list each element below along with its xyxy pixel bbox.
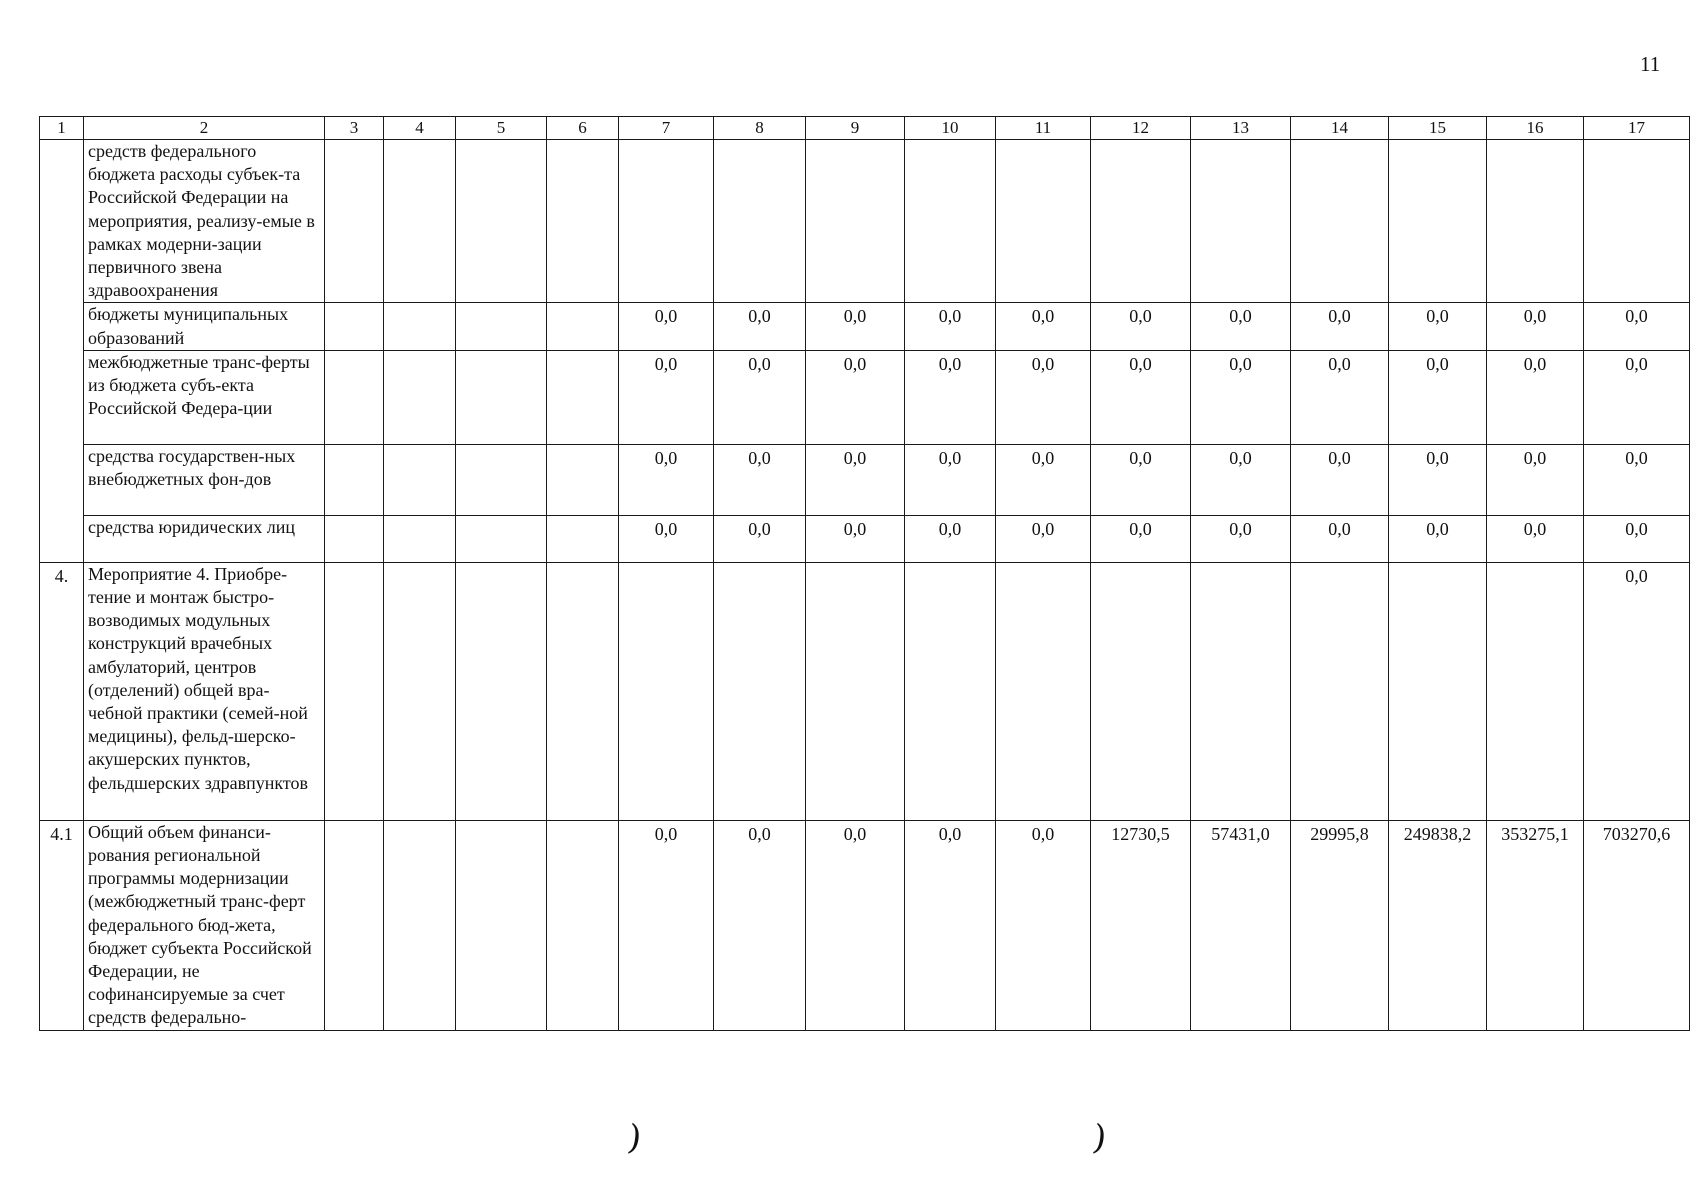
table-body	[40, 140, 1690, 1031]
value-cell: 0,0	[1091, 350, 1191, 444]
row-name: средства государствен-ных внебюджетных фон-дов	[84, 444, 325, 515]
column-number: 5	[456, 117, 547, 140]
value-cell	[1389, 562, 1487, 820]
column-number: 6	[547, 117, 619, 140]
value-cell: 0,0	[1291, 350, 1389, 444]
value-cell: 0,0	[619, 350, 714, 444]
column-number: 15	[1389, 117, 1487, 140]
column-number: 13	[1191, 117, 1291, 140]
value-cell	[456, 820, 547, 1030]
value-cell: 0,0	[996, 350, 1091, 444]
row-name: Мероприятие 4. Приобре-тение и монтаж быстро-возводимых модульных конструкций врачебных амбулаторий, центров (отделений) общей вра-чебной практики (семей-ной медицины), фельд-шерско-акушерских пунктов, фельдшерских здравпунктов	[84, 562, 325, 820]
row-name: средства юридических лиц	[84, 515, 325, 562]
value-cell: 0,0	[1389, 444, 1487, 515]
value-cell	[456, 303, 547, 350]
value-cell: 12730,5	[1091, 820, 1191, 1030]
column-number-row	[40, 117, 1690, 140]
value-cell	[905, 562, 996, 820]
value-cell: 0,0	[714, 350, 806, 444]
value-cell: 0,0	[1487, 303, 1584, 350]
column-number: 7	[619, 117, 714, 140]
column-number: 16	[1487, 117, 1584, 140]
value-cell: 0,0	[1091, 303, 1191, 350]
row-index: 4.	[40, 562, 84, 820]
value-cell: 0,0	[1389, 515, 1487, 562]
value-cell	[1584, 140, 1690, 303]
row-name: бюджеты муниципальных образований	[84, 303, 325, 350]
value-cell: 0,0	[1191, 303, 1291, 350]
value-cell	[384, 562, 456, 820]
value-cell: 0,0	[1584, 444, 1690, 515]
value-cell: 703270,6	[1584, 820, 1690, 1030]
value-cell: 0,0	[806, 515, 905, 562]
value-cell: 0,0	[1584, 562, 1690, 820]
value-cell	[905, 140, 996, 303]
value-cell	[456, 515, 547, 562]
value-cell: 0,0	[905, 820, 996, 1030]
scan-mark: )	[625, 1117, 644, 1159]
value-cell: 0,0	[619, 820, 714, 1030]
value-cell	[1091, 562, 1191, 820]
column-number: 12	[1091, 117, 1191, 140]
column-number: 11	[996, 117, 1091, 140]
value-cell: 29995,8	[1291, 820, 1389, 1030]
value-cell: 57431,0	[1191, 820, 1291, 1030]
value-cell	[325, 820, 384, 1030]
value-cell: 0,0	[1487, 350, 1584, 444]
value-cell	[384, 444, 456, 515]
value-cell	[1487, 562, 1584, 820]
column-number: 9	[806, 117, 905, 140]
value-cell	[325, 562, 384, 820]
value-cell: 0,0	[996, 820, 1091, 1030]
value-cell	[325, 303, 384, 350]
row-index	[40, 140, 84, 563]
row-name: Общий объем финанси-рования региональной программы модернизации (межбюджетный транс-ферт федерального бюд-жета, бюджет субъекта Российской Федерации, не софинансируемые за счет средств федерально-	[84, 820, 325, 1030]
value-cell: 0,0	[1584, 303, 1690, 350]
value-cell: 0,0	[1389, 350, 1487, 444]
column-number: 8	[714, 117, 806, 140]
value-cell	[384, 303, 456, 350]
value-cell: 0,0	[714, 820, 806, 1030]
value-cell: 0,0	[1291, 515, 1389, 562]
value-cell: 353275,1	[1487, 820, 1584, 1030]
value-cell: 0,0	[1389, 303, 1487, 350]
value-cell	[547, 562, 619, 820]
value-cell	[547, 303, 619, 350]
column-number: 4	[384, 117, 456, 140]
value-cell	[547, 444, 619, 515]
column-number: 10	[905, 117, 996, 140]
value-cell: 0,0	[1487, 515, 1584, 562]
table-row	[40, 303, 1690, 350]
value-cell	[456, 444, 547, 515]
value-cell: 0,0	[996, 444, 1091, 515]
value-cell	[384, 515, 456, 562]
value-cell	[456, 140, 547, 303]
value-cell: 0,0	[996, 515, 1091, 562]
value-cell	[714, 140, 806, 303]
value-cell: 0,0	[1584, 515, 1690, 562]
value-cell	[996, 562, 1091, 820]
value-cell: 0,0	[996, 303, 1091, 350]
value-cell: 0,0	[905, 444, 996, 515]
value-cell: 0,0	[806, 303, 905, 350]
value-cell: 0,0	[806, 350, 905, 444]
value-cell	[1291, 140, 1389, 303]
value-cell: 0,0	[1487, 444, 1584, 515]
row-index: 4.1	[40, 820, 84, 1030]
value-cell	[1191, 140, 1291, 303]
value-cell	[1091, 140, 1191, 303]
column-number: 14	[1291, 117, 1389, 140]
value-cell: 0,0	[1091, 444, 1191, 515]
value-cell	[806, 140, 905, 303]
value-cell	[619, 140, 714, 303]
value-cell: 0,0	[905, 515, 996, 562]
value-cell: 0,0	[1291, 444, 1389, 515]
value-cell	[547, 820, 619, 1030]
table-row	[40, 515, 1690, 562]
value-cell: 0,0	[806, 444, 905, 515]
column-number: 1	[40, 117, 84, 140]
page-number: 11	[1640, 52, 1661, 76]
value-cell	[1389, 140, 1487, 303]
value-cell: 0,0	[905, 303, 996, 350]
value-cell: 0,0	[619, 303, 714, 350]
value-cell	[1487, 140, 1584, 303]
budget-table	[39, 116, 1690, 1031]
value-cell: 0,0	[1191, 350, 1291, 444]
value-cell	[384, 350, 456, 444]
value-cell	[1191, 562, 1291, 820]
value-cell: 0,0	[714, 303, 806, 350]
value-cell: 249838,2	[1389, 820, 1487, 1030]
value-cell	[1291, 562, 1389, 820]
table-row	[40, 562, 1690, 820]
value-cell	[384, 820, 456, 1030]
scan-mark: )	[1090, 1117, 1109, 1159]
value-cell: 0,0	[1291, 303, 1389, 350]
value-cell: 0,0	[905, 350, 996, 444]
value-cell	[325, 515, 384, 562]
value-cell: 0,0	[714, 515, 806, 562]
value-cell: 0,0	[619, 515, 714, 562]
value-cell: 0,0	[1584, 350, 1690, 444]
value-cell	[384, 140, 456, 303]
row-name: межбюджетные транс-ферты из бюджета субъ-екта Российской Федера-ции	[84, 350, 325, 444]
table-row	[40, 820, 1690, 1030]
value-cell	[325, 350, 384, 444]
value-cell	[714, 562, 806, 820]
value-cell: 0,0	[1191, 515, 1291, 562]
value-cell	[806, 562, 905, 820]
table-row	[40, 350, 1690, 444]
row-name: средств федерального бюджета расходы субъек-та Российской Федерации на мероприятия, реализу-емые в рамках модерни-зации первичного звена здравоохранения	[84, 140, 325, 303]
value-cell	[547, 515, 619, 562]
value-cell: 0,0	[806, 820, 905, 1030]
value-cell	[325, 444, 384, 515]
value-cell	[619, 562, 714, 820]
value-cell: 0,0	[714, 444, 806, 515]
value-cell	[456, 562, 547, 820]
value-cell: 0,0	[619, 444, 714, 515]
table-row	[40, 140, 1690, 303]
column-number: 17	[1584, 117, 1690, 140]
value-cell	[456, 350, 547, 444]
value-cell: 0,0	[1191, 444, 1291, 515]
value-cell: 0,0	[1091, 515, 1191, 562]
table-row	[40, 444, 1690, 515]
value-cell	[547, 350, 619, 444]
column-number: 3	[325, 117, 384, 140]
value-cell	[547, 140, 619, 303]
column-number: 2	[84, 117, 325, 140]
value-cell	[996, 140, 1091, 303]
value-cell	[325, 140, 384, 303]
